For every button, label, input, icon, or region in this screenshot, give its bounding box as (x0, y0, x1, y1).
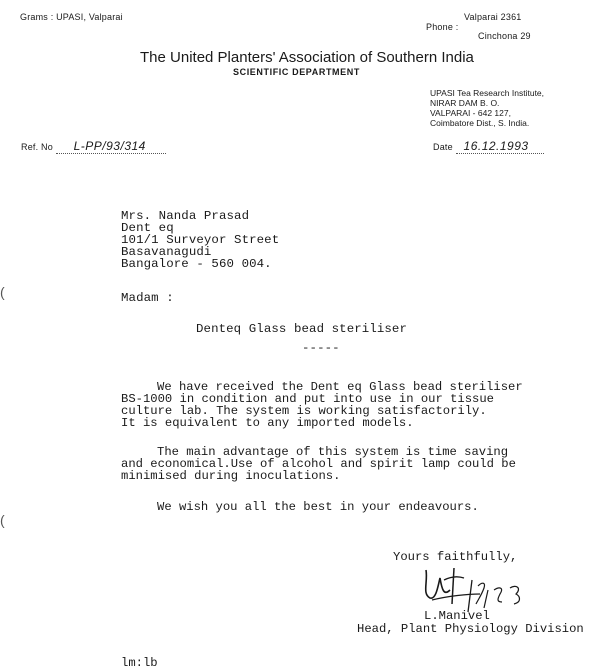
reference-number (21, 139, 166, 154)
date-value: 16.12.1993 (463, 139, 529, 153)
phone-number-1: Valparai 2361 (464, 12, 522, 22)
letter-date (433, 139, 544, 154)
scan-mark: ( (0, 284, 5, 300)
paragraph-3: We wish you all the best in your endeavours. (157, 500, 479, 514)
paragraph-line: We have received the Dent eq Glass bead steriliser (157, 380, 523, 394)
recipient-line: Dent eq (121, 221, 174, 235)
phone-label: Phone : (426, 22, 459, 32)
signatory-title: Head, Plant Physiology Division (357, 622, 584, 636)
recipient-address (121, 210, 279, 270)
reference-label: Ref. No (21, 142, 53, 152)
paragraph-line: and economical.Use of alcohol and spirit lamp could be (121, 457, 516, 471)
salutation: Madam : (121, 291, 174, 305)
recipient-line: 101/1 Surveyor Street (121, 233, 280, 247)
date-label: Date (433, 142, 453, 152)
recipient-line: Basavanagudi (121, 245, 212, 259)
institute-address (430, 88, 544, 128)
paragraph-1 (121, 381, 523, 429)
scan-mark: ( (0, 512, 5, 528)
grams-line: Grams : UPASI, Valparai (20, 12, 123, 22)
paragraph-line: culture lab. The system is working satisfactorily. (121, 404, 487, 418)
closing-phrase: Yours faithfully, (393, 550, 518, 564)
paragraph-line: minimised during inoculations. (121, 469, 341, 483)
reference-value: L-PP/93/314 (73, 139, 146, 153)
department-name: SCIENTIFIC DEPARTMENT (233, 67, 360, 77)
signatory-name: L.Manivel (424, 609, 490, 623)
paragraph-2 (121, 446, 516, 482)
phone-number-2: Cinchona 29 (478, 31, 531, 41)
address-line: Coimbatore Dist., S. India. (430, 118, 530, 128)
subject-line: Denteq Glass bead steriliser (196, 322, 407, 336)
recipient-line: Mrs. Nanda Prasad (121, 209, 250, 223)
paragraph-line: BS-1000 in condition and put into use in our tissue (121, 392, 494, 406)
typist-initials: lm:lb (121, 656, 158, 670)
paragraph-line: It is equivalent to any imported models. (121, 416, 414, 430)
organization-name: The United Planters' Association of Southern India (140, 49, 474, 66)
address-line: UPASI Tea Research Institute, (430, 88, 545, 98)
subject-underline: ----- (302, 341, 340, 355)
recipient-line: Bangalore - 560 004. (121, 257, 272, 271)
address-line: NIRAR DAM B. O. (430, 98, 500, 108)
paragraph-line: The main advantage of this system is time saving (157, 445, 509, 459)
address-line: VALPARAI - 642 127, (430, 108, 511, 118)
